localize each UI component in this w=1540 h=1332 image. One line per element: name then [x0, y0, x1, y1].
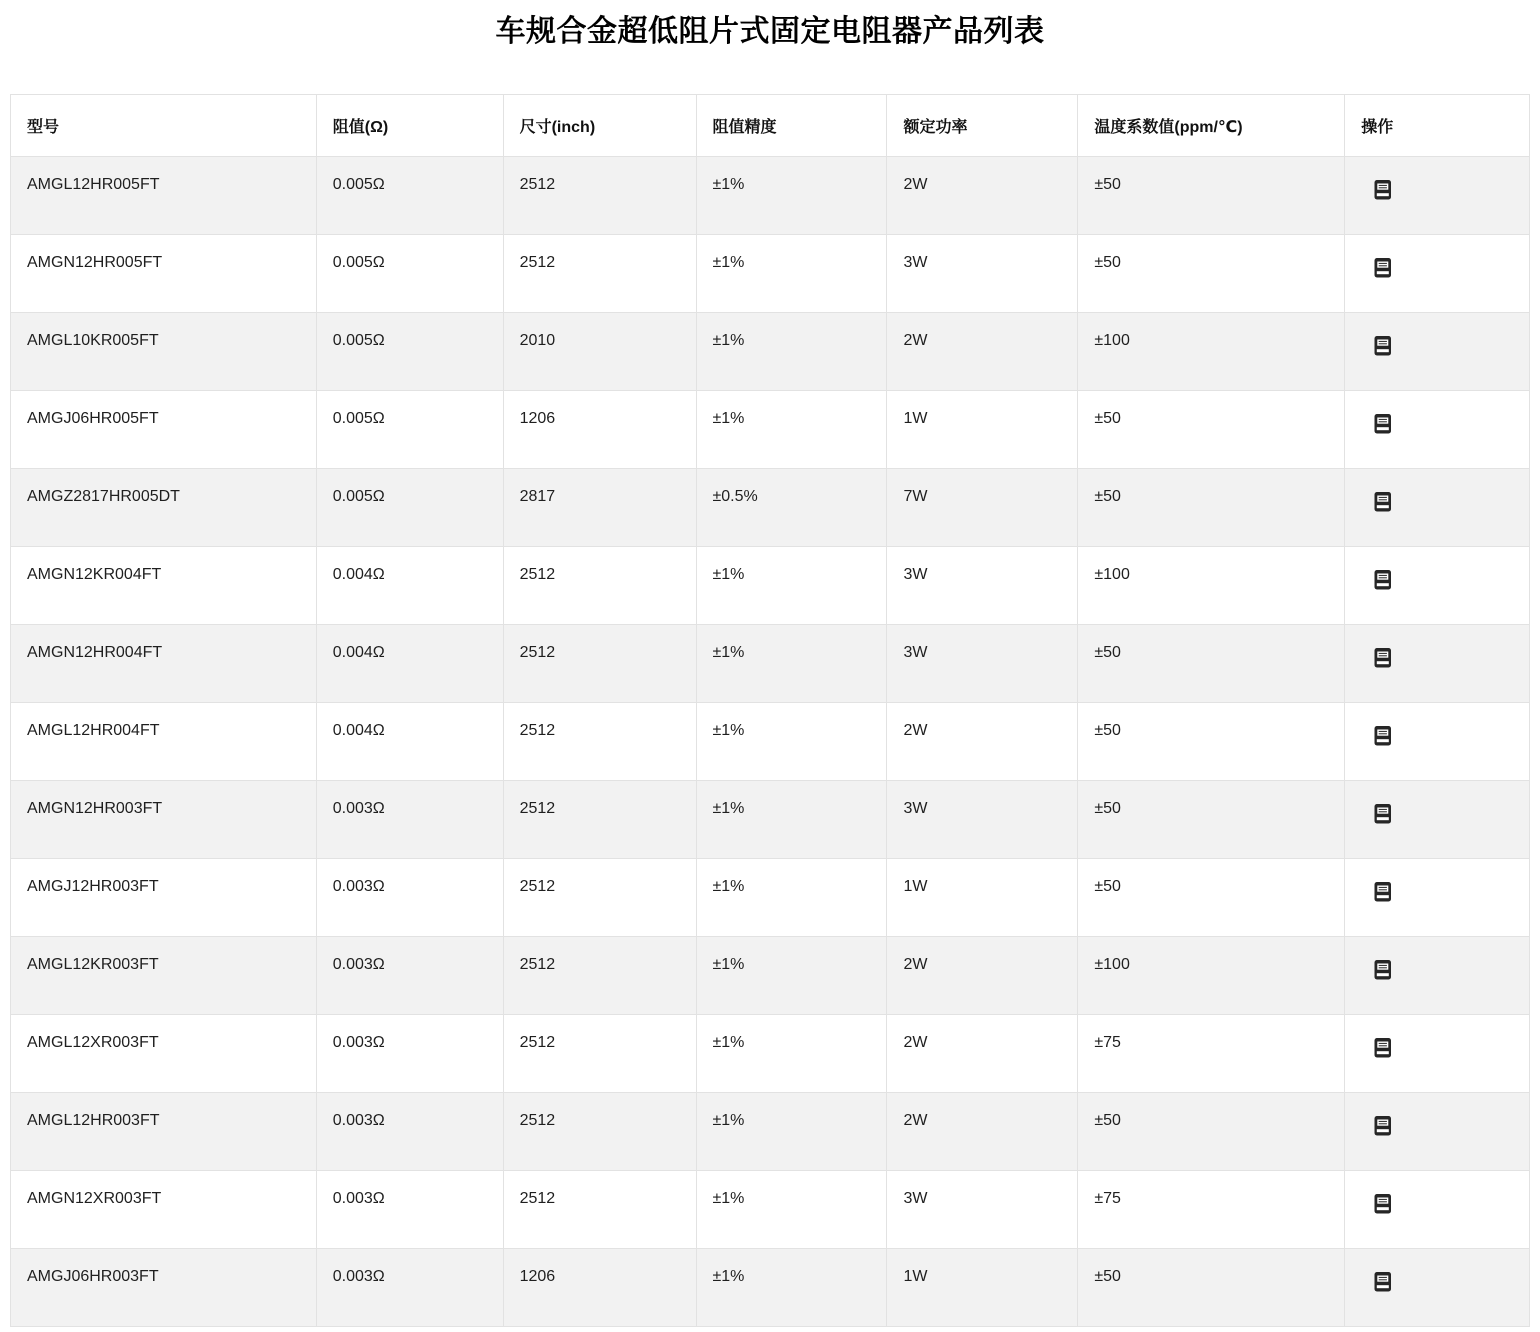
- table-header-row: [11, 95, 1530, 157]
- cell-action: [1345, 469, 1530, 547]
- table-row: [11, 937, 1530, 1015]
- table-row: [11, 1015, 1530, 1093]
- cell-power: 3W: [887, 235, 1078, 313]
- document-icon: [1371, 1114, 1395, 1138]
- cell-resistance: 0.003Ω: [316, 1093, 503, 1171]
- cell-model: AMGJ06HR005FT: [11, 391, 317, 469]
- cell-model: AMGL12XR003FT: [11, 1015, 317, 1093]
- document-icon: [1371, 1192, 1395, 1216]
- cell-action: [1345, 1093, 1530, 1171]
- cell-tcr: ±100: [1078, 547, 1345, 625]
- cell-resistance: 0.003Ω: [316, 781, 503, 859]
- cell-action: [1345, 1171, 1530, 1249]
- action-view-datasheet-button[interactable]: [1371, 880, 1395, 904]
- document-icon: [1371, 256, 1395, 280]
- action-view-datasheet-button[interactable]: [1371, 1036, 1395, 1060]
- cell-action: [1345, 391, 1530, 469]
- action-view-datasheet-button[interactable]: [1371, 334, 1395, 358]
- action-view-datasheet-button[interactable]: [1371, 490, 1395, 514]
- cell-resistance: 0.003Ω: [316, 859, 503, 937]
- cell-action: [1345, 781, 1530, 859]
- cell-tcr: ±50: [1078, 391, 1345, 469]
- cell-action: [1345, 1015, 1530, 1093]
- cell-action: [1345, 1249, 1530, 1327]
- document-icon: [1371, 334, 1395, 358]
- cell-precision: ±1%: [696, 1093, 887, 1171]
- document-icon: [1371, 1270, 1395, 1294]
- cell-model: AMGN12KR004FT: [11, 547, 317, 625]
- cell-size: 2512: [503, 937, 696, 1015]
- cell-tcr: ±75: [1078, 1015, 1345, 1093]
- action-view-datasheet-button[interactable]: [1371, 724, 1395, 748]
- cell-action: [1345, 703, 1530, 781]
- cell-tcr: ±50: [1078, 157, 1345, 235]
- cell-resistance: 0.004Ω: [316, 625, 503, 703]
- cell-resistance: 0.005Ω: [316, 157, 503, 235]
- header-cell-precision: 阻值精度: [696, 95, 887, 157]
- cell-model: AMGL12KR003FT: [11, 937, 317, 1015]
- cell-action: [1345, 859, 1530, 937]
- table-row: [11, 625, 1530, 703]
- cell-resistance: 0.005Ω: [316, 469, 503, 547]
- cell-resistance: 0.003Ω: [316, 937, 503, 1015]
- cell-precision: ±1%: [696, 391, 887, 469]
- table-row: [11, 1093, 1530, 1171]
- document-icon: [1371, 724, 1395, 748]
- header-cell-power: 额定功率: [887, 95, 1078, 157]
- document-icon: [1371, 802, 1395, 826]
- cell-size: 2512: [503, 703, 696, 781]
- cell-tcr: ±75: [1078, 1171, 1345, 1249]
- cell-resistance: 0.005Ω: [316, 235, 503, 313]
- cell-model: AMGL10KR005FT: [11, 313, 317, 391]
- cell-action: [1345, 937, 1530, 1015]
- table-body: [11, 157, 1530, 1327]
- product-table: [10, 94, 1530, 1327]
- cell-precision: ±1%: [696, 859, 887, 937]
- cell-power: 2W: [887, 313, 1078, 391]
- cell-tcr: ±100: [1078, 937, 1345, 1015]
- cell-model: AMGN12HR005FT: [11, 235, 317, 313]
- cell-precision: ±1%: [696, 937, 887, 1015]
- action-view-datasheet-button[interactable]: [1371, 412, 1395, 436]
- cell-tcr: ±50: [1078, 781, 1345, 859]
- cell-model: AMGN12HR003FT: [11, 781, 317, 859]
- table-row: [11, 781, 1530, 859]
- table-row: [11, 469, 1530, 547]
- cell-precision: ±1%: [696, 703, 887, 781]
- cell-precision: ±1%: [696, 1171, 887, 1249]
- cell-size: 2512: [503, 781, 696, 859]
- cell-power: 3W: [887, 1171, 1078, 1249]
- cell-tcr: ±50: [1078, 1249, 1345, 1327]
- action-view-datasheet-button[interactable]: [1371, 1192, 1395, 1216]
- table-row: [11, 1171, 1530, 1249]
- cell-size: 2010: [503, 313, 696, 391]
- document-icon: [1371, 412, 1395, 436]
- cell-size: 1206: [503, 391, 696, 469]
- cell-resistance: 0.004Ω: [316, 547, 503, 625]
- cell-resistance: 0.004Ω: [316, 703, 503, 781]
- cell-power: 2W: [887, 157, 1078, 235]
- cell-size: 2512: [503, 1015, 696, 1093]
- cell-precision: ±1%: [696, 547, 887, 625]
- document-icon: [1371, 880, 1395, 904]
- cell-model: AMGZ2817HR005DT: [11, 469, 317, 547]
- cell-action: [1345, 157, 1530, 235]
- cell-power: 3W: [887, 547, 1078, 625]
- document-icon: [1371, 568, 1395, 592]
- header-cell-resistance: 阻值(Ω): [316, 95, 503, 157]
- table-row: [11, 703, 1530, 781]
- page-title: 车规合金超低阻片式固定电阻器产品列表: [495, 15, 1045, 48]
- cell-precision: ±0.5%: [696, 469, 887, 547]
- action-view-datasheet-button[interactable]: [1371, 256, 1395, 280]
- document-icon: [1371, 1036, 1395, 1060]
- cell-size: 2512: [503, 1171, 696, 1249]
- cell-size: 2817: [503, 469, 696, 547]
- cell-precision: ±1%: [696, 625, 887, 703]
- cell-power: 1W: [887, 1249, 1078, 1327]
- cell-size: 1206: [503, 1249, 696, 1327]
- document-icon: [1371, 958, 1395, 982]
- cell-precision: ±1%: [696, 1015, 887, 1093]
- table-row: [11, 859, 1530, 937]
- table-row: [11, 1249, 1530, 1327]
- cell-power: 3W: [887, 781, 1078, 859]
- cell-power: 1W: [887, 859, 1078, 937]
- cell-precision: ±1%: [696, 235, 887, 313]
- action-view-datasheet-button[interactable]: [1371, 646, 1395, 670]
- cell-precision: ±1%: [696, 313, 887, 391]
- cell-action: [1345, 313, 1530, 391]
- cell-model: AMGL12HR003FT: [11, 1093, 317, 1171]
- cell-resistance: 0.005Ω: [316, 391, 503, 469]
- cell-size: 2512: [503, 625, 696, 703]
- action-view-datasheet-button[interactable]: [1371, 1270, 1395, 1294]
- cell-action: [1345, 625, 1530, 703]
- cell-tcr: ±50: [1078, 625, 1345, 703]
- cell-precision: ±1%: [696, 1249, 887, 1327]
- table-row: [11, 157, 1530, 235]
- action-view-datasheet-button[interactable]: [1371, 1114, 1395, 1138]
- cell-power: 7W: [887, 469, 1078, 547]
- header-cell-size: 尺寸(inch): [503, 95, 696, 157]
- cell-size: 2512: [503, 235, 696, 313]
- header-cell-model: 型号: [11, 95, 317, 157]
- product-table-container: [10, 94, 1530, 1327]
- cell-tcr: ±50: [1078, 469, 1345, 547]
- header-cell-action: 操作: [1345, 95, 1530, 157]
- table-row: [11, 391, 1530, 469]
- table-row: [11, 313, 1530, 391]
- cell-action: [1345, 235, 1530, 313]
- action-view-datasheet-button[interactable]: [1371, 178, 1395, 202]
- cell-tcr: ±50: [1078, 1093, 1345, 1171]
- cell-model: AMGN12XR003FT: [11, 1171, 317, 1249]
- cell-tcr: ±50: [1078, 703, 1345, 781]
- cell-power: 2W: [887, 1015, 1078, 1093]
- cell-power: 3W: [887, 625, 1078, 703]
- cell-precision: ±1%: [696, 781, 887, 859]
- cell-resistance: 0.003Ω: [316, 1171, 503, 1249]
- cell-size: 2512: [503, 859, 696, 937]
- cell-tcr: ±50: [1078, 859, 1345, 937]
- cell-resistance: 0.005Ω: [316, 313, 503, 391]
- cell-action: [1345, 547, 1530, 625]
- cell-model: AMGJ06HR003FT: [11, 1249, 317, 1327]
- cell-model: AMGN12HR004FT: [11, 625, 317, 703]
- cell-size: 2512: [503, 1093, 696, 1171]
- cell-tcr: ±50: [1078, 235, 1345, 313]
- action-view-datasheet-button[interactable]: [1371, 958, 1395, 982]
- document-icon: [1371, 178, 1395, 202]
- cell-power: 2W: [887, 937, 1078, 1015]
- cell-power: 1W: [887, 391, 1078, 469]
- document-icon: [1371, 490, 1395, 514]
- table-row: [11, 235, 1530, 313]
- cell-power: 2W: [887, 703, 1078, 781]
- header-cell-tcr: 温度系数值(ppm/℃): [1078, 95, 1345, 157]
- cell-resistance: 0.003Ω: [316, 1015, 503, 1093]
- action-view-datasheet-button[interactable]: [1371, 568, 1395, 592]
- action-view-datasheet-button[interactable]: [1371, 802, 1395, 826]
- table-row: [11, 547, 1530, 625]
- cell-tcr: ±100: [1078, 313, 1345, 391]
- cell-size: 2512: [503, 547, 696, 625]
- cell-model: AMGL12HR005FT: [11, 157, 317, 235]
- cell-size: 2512: [503, 157, 696, 235]
- cell-precision: ±1%: [696, 157, 887, 235]
- document-icon: [1371, 646, 1395, 670]
- cell-power: 2W: [887, 1093, 1078, 1171]
- cell-resistance: 0.003Ω: [316, 1249, 503, 1327]
- cell-model: AMGL12HR004FT: [11, 703, 317, 781]
- cell-model: AMGJ12HR003FT: [11, 859, 317, 937]
